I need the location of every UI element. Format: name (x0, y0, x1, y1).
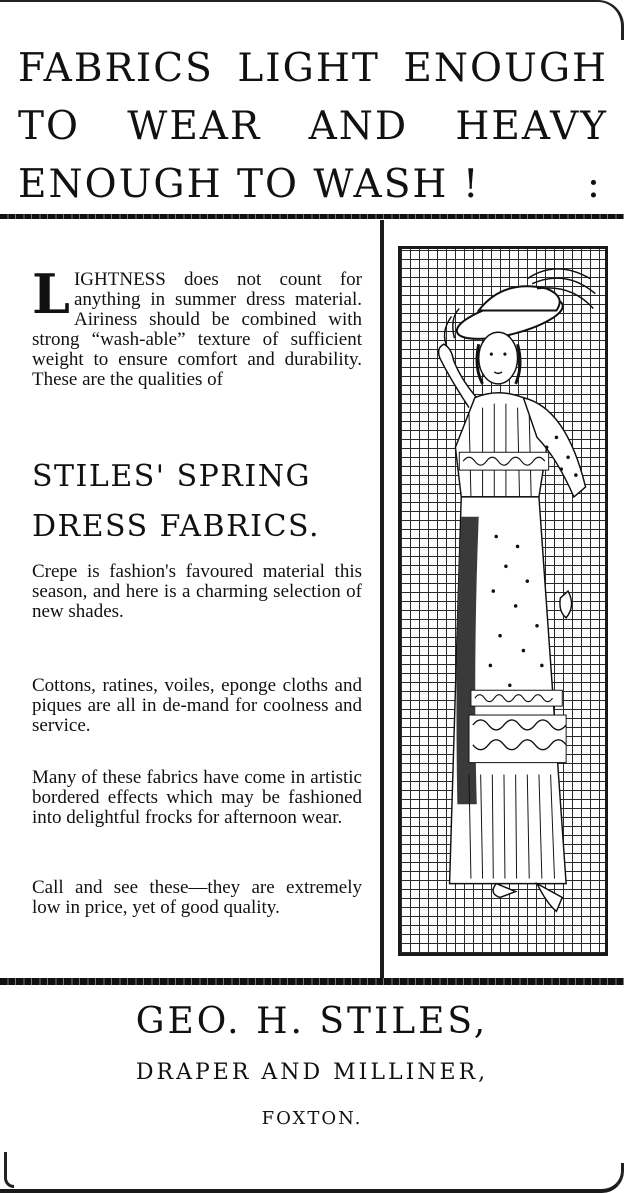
paragraph-cottons: Cottons, ratines, voiles, eponge cloths and piques are all in de-mand for coolness and service. (32, 675, 362, 736)
paragraph-bordered: Many of these fabrics have come in artistic bordered effects which may be fashioned into delightful frocks for afternoon wear. (32, 767, 362, 828)
intro-text: IGHTNESS does not count for anything in summer dress material. Airiness should be combined with strong “wash-able” texture of sufficient weight to ensure comfort and durability. These are the qualities of (32, 269, 362, 390)
merchant-town: FOXTON. (261, 1108, 363, 1129)
headline-line-3: ENOUGH TO WASH ! (18, 162, 481, 207)
paragraph-crepe: Crepe is fashion's favoured material this season, and here is a charming selection of new shades. (32, 561, 362, 622)
fashion-illustration (398, 246, 608, 956)
product-subheading (32, 452, 320, 552)
woman-in-dress-drawing (401, 249, 605, 953)
headline-line-2: TO WEAR AND HEAVY (18, 104, 608, 149)
intro-paragraph (32, 262, 362, 390)
merchant-name: GEO. H. STILES, (135, 1001, 489, 1042)
border-frame-bottom (0, 1163, 624, 1193)
paragraph-call: Call and see these—they are extremely low in price, yet of good quality. (32, 877, 362, 918)
drop-cap: L (32, 262, 70, 326)
column-divider-rule (380, 220, 384, 978)
border-corner-bottom-left (4, 1152, 14, 1188)
subheading-line-1: STILES' SPRING (32, 459, 311, 494)
headline-line-1: FABRICS LIGHT ENOUGH (18, 46, 608, 91)
bottom-divider-rule (0, 978, 624, 985)
subheading-line-2: DRESS FABRICS. (32, 509, 320, 544)
merchant-trade: DRAPER AND MILLINER, (135, 1060, 489, 1085)
headline (18, 40, 608, 214)
border-frame-top (0, 0, 624, 40)
top-divider-rule (0, 214, 624, 219)
headline-ornament: : (586, 162, 602, 207)
